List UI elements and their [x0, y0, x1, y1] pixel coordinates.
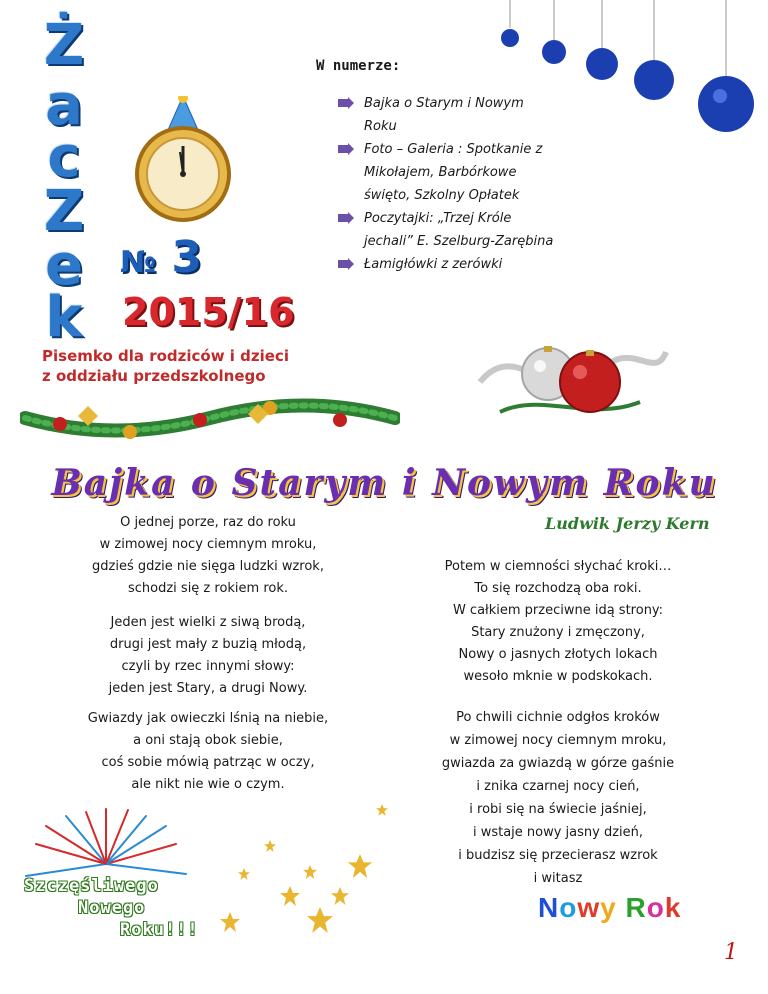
- toc-item: [338, 207, 558, 253]
- subtitle-line-2: z oddziału przedszkolnego: [42, 367, 266, 385]
- poem-stanza-4: [408, 556, 708, 688]
- masthead-letter-4: Z: [43, 179, 85, 244]
- poem-stanza-3: [58, 708, 358, 796]
- closing-letter: y: [600, 892, 617, 923]
- poem-stanza-1: [58, 512, 358, 600]
- poem-line: To się rozchodzą oba roki.: [474, 581, 642, 596]
- subtitle-line-1: Pisemko dla rodziców i dzieci: [42, 347, 289, 365]
- greeting-line-2: Nowego: [78, 898, 146, 918]
- masthead-letter-1: Ż: [43, 13, 85, 78]
- poem-line: i wstaje nowy jasny dzień,: [472, 825, 644, 840]
- issue-number: [120, 232, 202, 283]
- arrow-bullet-icon: [338, 97, 354, 109]
- toc-heading: W numerze:: [316, 58, 401, 74]
- poem-line: Nowy o jasnych złotych lokach: [458, 647, 658, 662]
- issue-year: 2015/16: [122, 290, 295, 334]
- greeting-line-3: Roku!!!: [120, 920, 199, 940]
- poem-line: a oni stają obok siebie,: [133, 733, 283, 748]
- toc-item-label: Poczytajki: „Trzej Króle jechali” E. Szelburg-Zarębina: [364, 211, 554, 249]
- arrow-bullet-icon: [338, 143, 354, 155]
- page-number: 1: [724, 940, 738, 965]
- closing-letter: o: [559, 892, 578, 923]
- arrow-bullet-icon: [338, 258, 354, 270]
- masthead-letter-3: c: [47, 125, 81, 190]
- star-icon: [210, 800, 390, 950]
- closing-nowy-rok: [538, 892, 681, 924]
- poem-line: O jednej porze, raz do roku: [120, 515, 296, 530]
- masthead-letter-2: a: [45, 73, 83, 138]
- story-author: Ludwik Jerzy Kern: [545, 514, 710, 533]
- poem-line: coś sobie mówią patrząc w oczy,: [101, 755, 315, 770]
- masthead-subtitle: [42, 346, 342, 386]
- toc-item-label: Bajka o Starym i Nowym Roku: [364, 96, 524, 134]
- toc-list: [338, 92, 558, 276]
- issue-number-value: 3: [171, 232, 203, 283]
- closing-letter: R: [625, 892, 647, 923]
- poem-line: schodzi się z rokiem rok.: [127, 581, 289, 596]
- poem-line: ale nikt nie wie o czym.: [131, 777, 285, 792]
- issue-number-symbol: №: [120, 245, 157, 280]
- poem-line: Jeden jest wielki z siwą brodą,: [110, 615, 306, 630]
- poem-line: gwiazda za gwiazdą w górze gaśnie: [441, 756, 675, 771]
- poem-line: Po chwili cichnie odgłos kroków: [456, 710, 660, 725]
- closing-letter: N: [538, 892, 560, 923]
- poem-line: i witasz: [533, 871, 583, 886]
- poem-stanza-5: [408, 706, 708, 890]
- poem-line: jeden jest Stary, a drugi Nowy.: [108, 681, 308, 696]
- poem-line: w zimowej nocy ciemnym mroku,: [99, 537, 317, 552]
- masthead-letter-6: k: [45, 285, 83, 350]
- toc-item: [338, 92, 558, 138]
- poem-line: wesoło mknie w podskokach.: [463, 669, 653, 684]
- bauble-group-icon: [470, 312, 670, 432]
- toc-item-label: Łamigłówki z zerówki: [364, 257, 503, 272]
- poem-line: i budzisz się przecierasz wzrok: [458, 848, 658, 863]
- toc-item-label: Foto – Galeria : Spotkanie z Mikołajem, Barbórkowe święto, Szkolny Opłatek: [364, 142, 543, 203]
- poem-line: Potem w ciemności słychać kroki…: [444, 559, 672, 574]
- masthead-letter-5: e: [45, 233, 83, 298]
- poem-line: Gwiazdy jak owieczki lśnią na niebie,: [87, 711, 329, 726]
- poem-line: i robi się na świecie jaśniej,: [469, 802, 647, 817]
- closing-letter: w: [577, 892, 601, 923]
- story-title: Bajka o Starym i Nowym Roku: [51, 462, 717, 504]
- poem-line: i znika czarnej nocy cień,: [476, 779, 640, 794]
- toc-item: [338, 253, 558, 276]
- closing-letter: o: [646, 892, 665, 923]
- closing-letter: k: [664, 892, 682, 923]
- poem-stanza-2: [58, 612, 358, 700]
- poem-line: gdzieś gdzie nie sięga ludzki wzrok,: [92, 559, 324, 574]
- poem-line: Stary znużony i zmęczony,: [471, 625, 645, 640]
- greeting-line-1: Szczęśliwego: [24, 876, 159, 896]
- clock-icon: [128, 96, 238, 226]
- poem-line: drugi jest mały z buzią młodą,: [109, 637, 307, 652]
- toc-item: [338, 138, 558, 207]
- arrow-bullet-icon: [338, 212, 354, 224]
- garland-icon: [20, 388, 400, 450]
- poem-line: w zimowej nocy ciemnym mroku,: [449, 733, 667, 748]
- poem-line: czyli by rzec innymi słowy:: [121, 659, 295, 674]
- poem-line: W całkiem przeciwne idą strony:: [452, 603, 664, 618]
